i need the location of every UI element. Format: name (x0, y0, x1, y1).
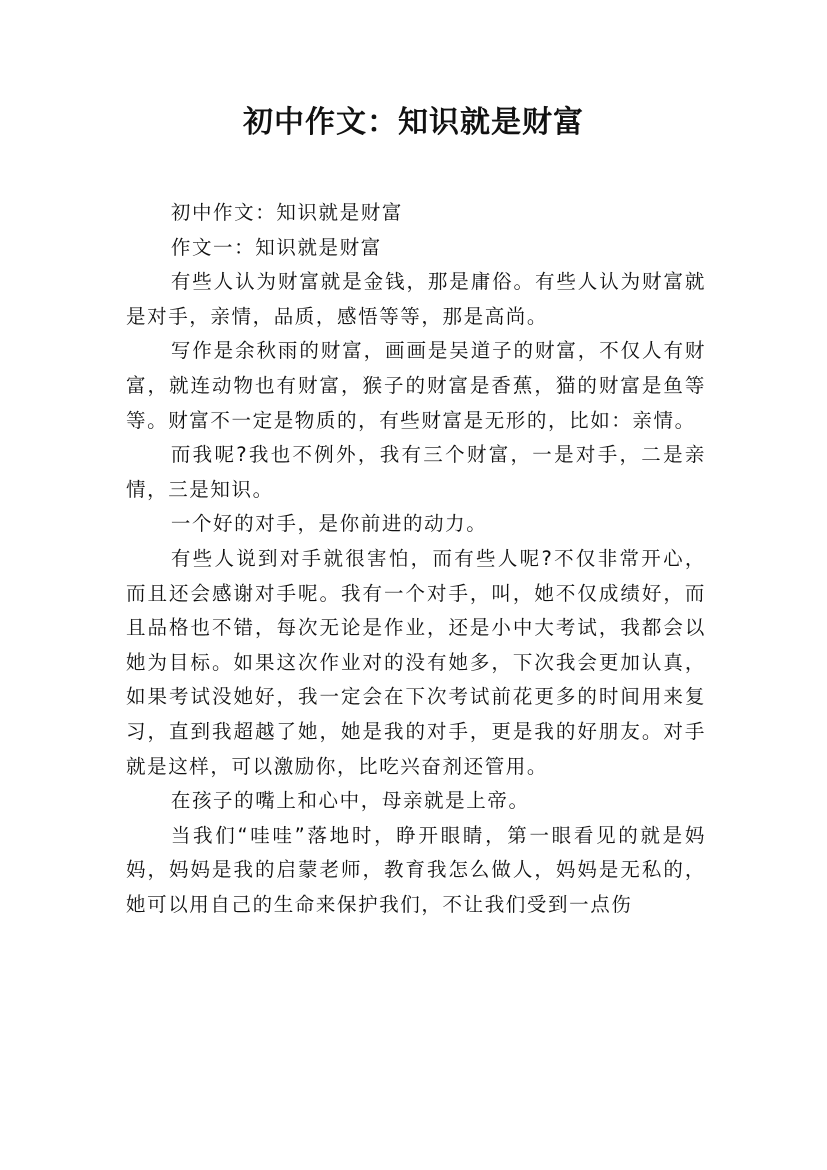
paragraph: 一个好的对手，是你前进的动力。 (170, 512, 488, 536)
paragraph: 在孩子的嘴上和心中，母亲就是上帝。 (170, 789, 530, 813)
paragraph: 写作是余秋雨的财富，画画是吴道子的财富，不仅人有财富，就连动物也有财富，猴子的财富是香蕉，猫的财富是鱼等等。财富不一定是物质的，有些财富是无形的，比如：亲情。 (126, 339, 706, 432)
paragraph: 初中作文：知识就是财富 (170, 201, 403, 224)
paragraph: 有些人认为财富就是金钱，那是庸俗。有些人认为财富就是对手，亲情，品质，感悟等等，那是高尚。 (126, 270, 706, 328)
paragraph: 而我呢?我也不例外，我有三个财富，一是对手，二是亲情，三是知识。 (126, 443, 706, 501)
paragraph: 作文一：知识就是财富 (170, 235, 382, 259)
page-title: 初中作文：知识就是财富 (243, 105, 584, 140)
document-body (126, 196, 706, 922)
paragraph: 有些人说到对手就很害怕，而有些人呢?不仅非常开心，而且还会感谢对手呢。我有一个对手，叫，她不仅成绩好，而且品格也不错，每次无论是作业，还是小中大考试，我都会以她为目标。如果这次作业对的没有她多，下次我会更加认真，如果考试没她好，我一定会在下次考试前花更多的时间用来复习，直到我超越了她，她是我的对手，更是我的好朋友。对手就是这样，可以激励你，比吃兴奋剂还管用。 (126, 546, 706, 778)
paragraph: 当我们“哇哇”落地时，睁开眼睛，第一眼看见的就是妈妈，妈妈是我的启蒙老师，教育我怎么做人，妈妈是无私的，她可以用自己的生命来保护我们，不让我们受到一点伤 (126, 823, 706, 916)
